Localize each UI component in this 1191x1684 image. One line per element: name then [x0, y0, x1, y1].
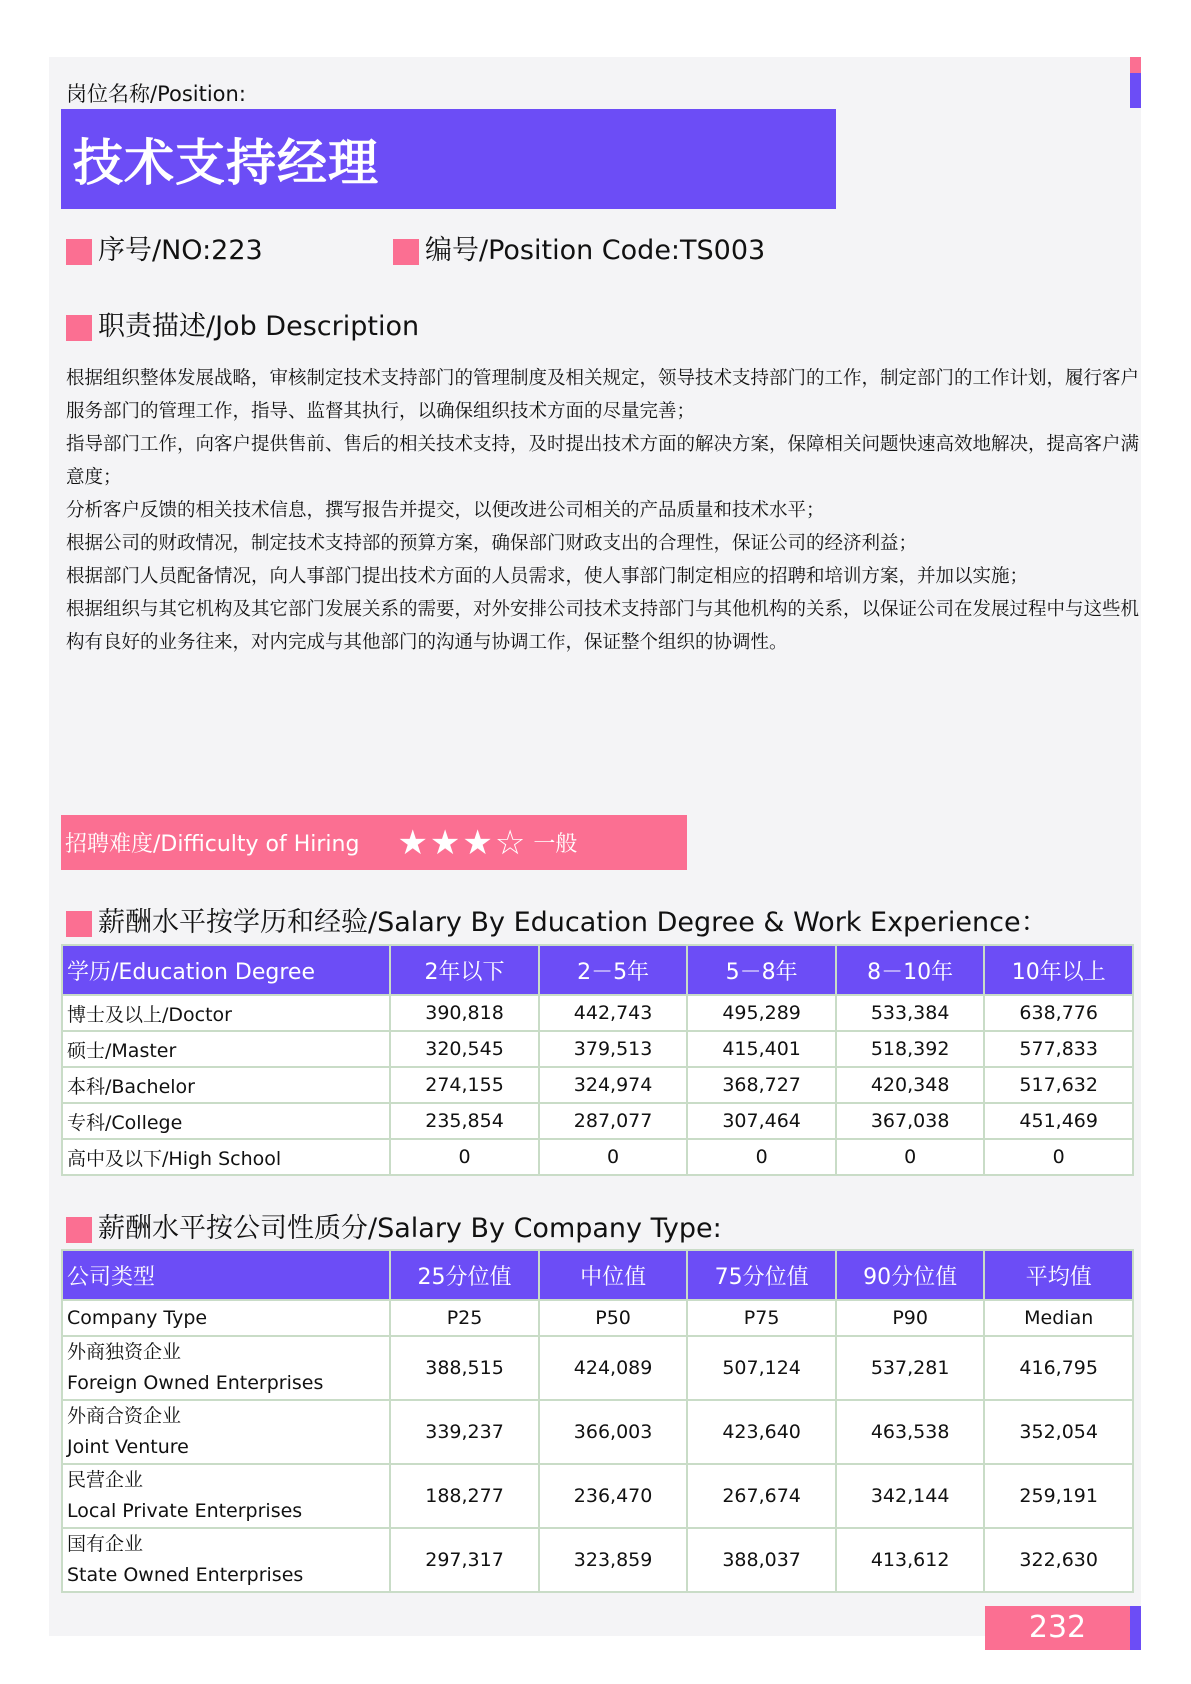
table-row [62, 1464, 1133, 1528]
table-cell: 259,191 [984, 1464, 1133, 1528]
table-row [62, 1400, 1133, 1464]
job-description-heading [66, 304, 419, 343]
page-number-accent [1130, 1606, 1141, 1650]
jd-paragraph: 根据公司的财政情况，制定技术支持部的预算方案，确保部门财政支出的合理性，保证公司的经济利益； [66, 533, 918, 554]
table-header-cell: 8－10年 [836, 945, 985, 995]
table-cell: 博士及以上/Doctor [62, 995, 390, 1031]
difficulty-bar [61, 815, 687, 870]
table-cell: 320,545 [390, 1031, 539, 1067]
table-cell: 297,317 [390, 1528, 539, 1592]
position-label: 岗位名称/Position: [66, 82, 246, 106]
table-row [62, 1031, 1133, 1067]
table-header-cell: 2年以下 [390, 945, 539, 995]
company-type-cell [62, 1528, 390, 1592]
company-salary-title: 薪酬水平按公司性质分/Salary By Company Type: [98, 1213, 722, 1244]
table-cell: 专科/College [62, 1103, 390, 1139]
star-rating-icon: ★★★☆ [397, 822, 528, 863]
table-cell: 366,003 [539, 1400, 688, 1464]
company-type-en: State Owned Enterprises [67, 1564, 304, 1586]
table-cell: 451,469 [984, 1103, 1133, 1139]
table-cell: 352,054 [984, 1400, 1133, 1464]
table-header-cell: 25分位值 [390, 1250, 539, 1300]
table-cell: 322,630 [984, 1528, 1133, 1592]
table-cell: 323,859 [539, 1528, 688, 1592]
table-cell: 本科/Bachelor [62, 1067, 390, 1103]
table-header-cell: 平均值 [984, 1250, 1133, 1300]
table-cell: 423,640 [687, 1400, 836, 1464]
table-cell: 0 [687, 1139, 836, 1175]
table-cell: 537,281 [836, 1336, 985, 1400]
job-description-title: 职责描述/Job Description [98, 311, 420, 342]
job-title: 技术支持经理 [73, 134, 379, 192]
number-heading [66, 228, 263, 267]
page-number: 232 [985, 1606, 1130, 1650]
table-cell: 424,089 [539, 1336, 688, 1400]
table-header-cell: 2－5年 [539, 945, 688, 995]
table-cell: 235,854 [390, 1103, 539, 1139]
table-cell: 0 [836, 1139, 985, 1175]
table-cell: 342,144 [836, 1464, 985, 1528]
company-type-cn: 外商合资企业 [67, 1405, 182, 1427]
table-cell: 0 [390, 1139, 539, 1175]
difficulty-label: 招聘难度/Difficulty of Hiring [65, 832, 360, 857]
table-cell: Median [984, 1300, 1133, 1336]
table-row [62, 1139, 1133, 1175]
corner-accent-pink [1130, 57, 1141, 73]
code-heading [393, 228, 765, 267]
table-cell: 236,470 [539, 1464, 688, 1528]
company-type-en: Joint Venture [67, 1436, 189, 1458]
education-salary-heading [66, 900, 1048, 939]
table-cell: Company Type [62, 1300, 390, 1336]
table-cell: 533,384 [836, 995, 985, 1031]
jd-paragraph: 根据部门人员配备情况，向人事部门提出技术方面的人员需求，使人事部门制定相应的招聘和培训方案，并加以实施； [66, 566, 1029, 587]
corner-accent-purple [1130, 73, 1141, 108]
difficulty-level: 一般 [533, 832, 578, 857]
table-cell: 274,155 [390, 1067, 539, 1103]
table-row [62, 1067, 1133, 1103]
table-cell: 339,237 [390, 1400, 539, 1464]
table-cell: 379,513 [539, 1031, 688, 1067]
table-cell: P90 [836, 1300, 985, 1336]
company-salary-table [61, 1249, 1134, 1593]
table-cell: 硕士/Master [62, 1031, 390, 1067]
table-row [62, 1336, 1133, 1400]
company-type-cell [62, 1464, 390, 1528]
title-banner [61, 109, 836, 209]
table-header-cell: 学历/Education Degree [62, 945, 390, 995]
table-cell: 518,392 [836, 1031, 985, 1067]
company-salary-heading [66, 1206, 722, 1245]
company-type-cell [62, 1336, 390, 1400]
table-cell: P25 [390, 1300, 539, 1336]
education-salary-table [61, 944, 1134, 1176]
company-type-en: Local Private Enterprises [67, 1500, 303, 1522]
bullet-square-icon [66, 239, 92, 265]
table-header-cell: 中位值 [539, 1250, 688, 1300]
number-text: 序号/NO:223 [98, 235, 263, 266]
table-header-cell: 公司类型 [62, 1250, 390, 1300]
jd-paragraph: 根据组织整体发展战略，审核制定技术支持部门的管理制度及相关规定，领导技术支持部门的工作，制定部门的工作计划，履行客户服务部门的管理工作，指导、监督其执行，以确保组织技术方面的尽量完善； [66, 368, 1140, 422]
table-cell: 442,743 [539, 995, 688, 1031]
table-cell: 517,632 [984, 1067, 1133, 1103]
bullet-square-icon [393, 239, 419, 265]
table-header-cell: 75分位值 [687, 1250, 836, 1300]
table-cell: 638,776 [984, 995, 1133, 1031]
table-cell: 287,077 [539, 1103, 688, 1139]
table-cell: 420,348 [836, 1067, 985, 1103]
bullet-square-icon [66, 1217, 92, 1243]
table-cell: 495,289 [687, 995, 836, 1031]
table-cell: 367,038 [836, 1103, 985, 1139]
table-row [62, 1103, 1133, 1139]
table-cell: 577,833 [984, 1031, 1133, 1067]
table-cell: 388,037 [687, 1528, 836, 1592]
company-type-cell [62, 1400, 390, 1464]
education-salary-title: 薪酬水平按学历和经验/Salary By Education Degree & Work Experience： [98, 907, 1048, 938]
table-cell: 463,538 [836, 1400, 985, 1464]
table-header-cell: 90分位值 [836, 1250, 985, 1300]
table-header-cell: 10年以上 [984, 945, 1133, 995]
job-description-body [66, 362, 1141, 659]
table-header-row [62, 945, 1133, 995]
table-cell: 324,974 [539, 1067, 688, 1103]
table-cell: 390,818 [390, 995, 539, 1031]
bullet-square-icon [66, 315, 92, 341]
company-type-cn: 民营企业 [67, 1469, 144, 1491]
jd-paragraph: 分析客户反馈的相关技术信息，撰写报告并提交，以便改进公司相关的产品质量和技术水平； [66, 500, 825, 521]
table-cell: 267,674 [687, 1464, 836, 1528]
table-header-cell: 5－8年 [687, 945, 836, 995]
company-type-en: Foreign Owned Enterprises [67, 1372, 324, 1394]
table-row [62, 995, 1133, 1031]
jd-paragraph: 根据组织与其它机构及其它部门发展关系的需要，对外安排公司技术支持部门与其他机构的关系，以保证公司在发展过程中与这些机构有良好的业务往来，对内完成与其他部门的沟通与协调工作，保证整个组织的协调性。 [66, 599, 1140, 653]
table-header-row [62, 1250, 1133, 1300]
table-cell: P50 [539, 1300, 688, 1336]
table-cell: 388,515 [390, 1336, 539, 1400]
table-cell: 413,612 [836, 1528, 985, 1592]
table-row [62, 1528, 1133, 1592]
table-cell: 368,727 [687, 1067, 836, 1103]
table-cell: 415,401 [687, 1031, 836, 1067]
table-cell: 0 [984, 1139, 1133, 1175]
jd-paragraph: 指导部门工作，向客户提供售前、售后的相关技术支持，及时提出技术方面的解决方案，保障相关问题快速高效地解决，提高客户满意度； [66, 434, 1140, 488]
table-cell: P75 [687, 1300, 836, 1336]
table-subheader-row [62, 1300, 1133, 1336]
bullet-square-icon [66, 911, 92, 937]
table-cell: 高中及以下/High School [62, 1139, 390, 1175]
table-cell: 188,277 [390, 1464, 539, 1528]
company-type-cn: 外商独资企业 [67, 1341, 182, 1363]
code-text: 编号/Position Code:TS003 [425, 235, 766, 266]
table-cell: 307,464 [687, 1103, 836, 1139]
table-cell: 416,795 [984, 1336, 1133, 1400]
company-type-cn: 国有企业 [67, 1533, 144, 1555]
table-cell: 0 [539, 1139, 688, 1175]
table-cell: 507,124 [687, 1336, 836, 1400]
